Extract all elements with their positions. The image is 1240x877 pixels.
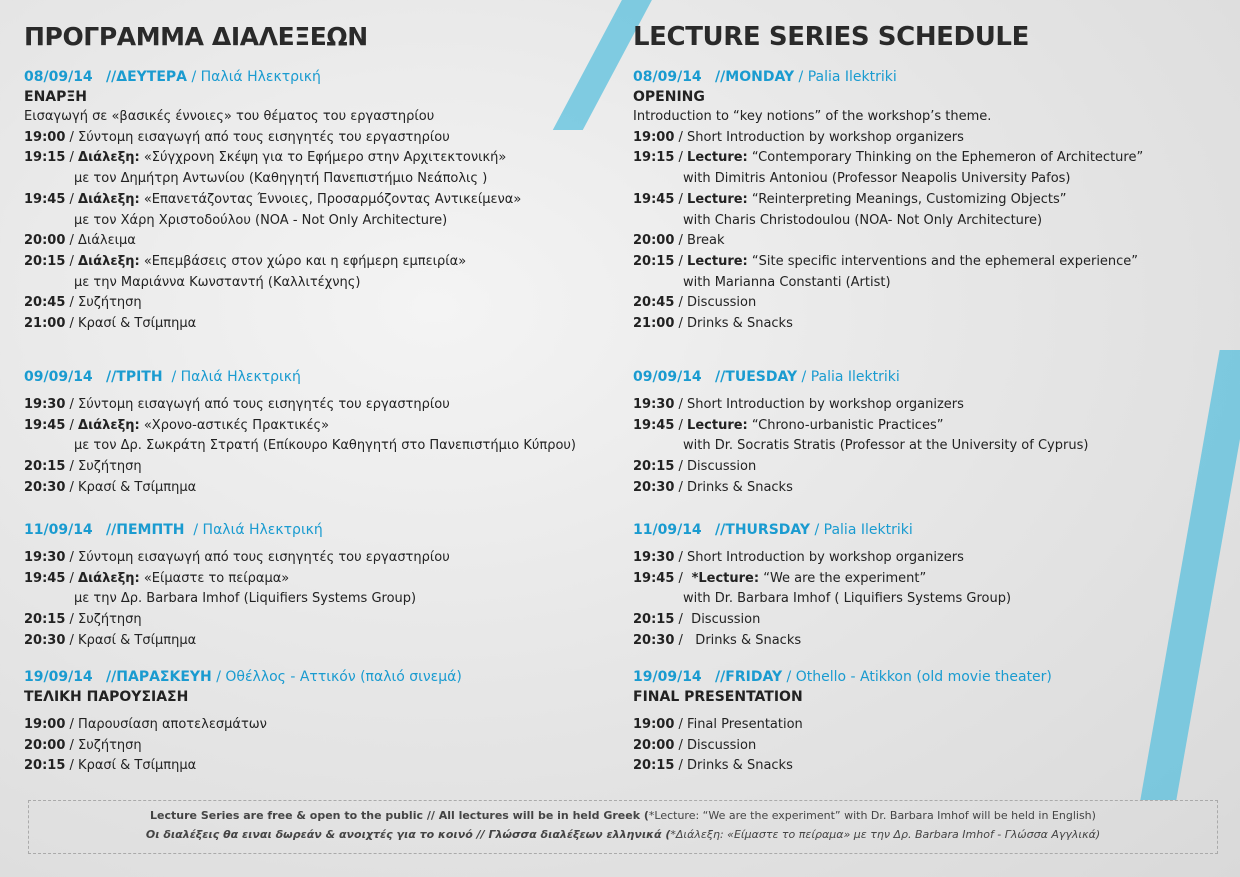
separator: / (674, 129, 688, 145)
row-text: Συζήτηση (78, 459, 142, 475)
row-text: «Σύγχρονη Σκέψη για το Εφήμερο στην Αρχιτεκτονική» (143, 150, 507, 166)
separator: / (65, 253, 79, 269)
row-text: Σύντομη εισαγωγή από τους εισηγητές του εργαστηρίου (78, 129, 450, 145)
schedule-row (633, 190, 1223, 211)
day-header (633, 68, 1223, 87)
row-time: 19:00 (633, 129, 675, 145)
footer-note (28, 800, 1218, 854)
schedule-row (633, 128, 1223, 149)
row-text: Κρασί & Τσίμπημα (78, 479, 197, 495)
spacer (93, 69, 106, 85)
schedule-row (633, 416, 1223, 437)
separator: / (65, 717, 79, 732)
schedule-row (633, 457, 1223, 478)
separator: / (65, 316, 79, 332)
row-time: 20:15 (24, 758, 66, 774)
schedule-row (633, 610, 1223, 631)
separator: / (674, 570, 688, 586)
separator: / (65, 417, 79, 433)
row-text: Παρουσίαση αποτελεσμάτων (78, 717, 267, 732)
footer-line-english: Lecture Series are free & open to the public // All lectures will be in held Greek (*Lecture: “We are the experiment” with Dr. Barbara Imhof will be held in English) (150, 809, 1096, 822)
day-name: //TUESDAY (715, 369, 798, 385)
row-time: 19:15 (633, 150, 675, 166)
speaker-line: με τον Δρ. Σωκράτη Στρατή (Επίκουρο Καθηγητή στο Πανεπιστήμιο Κύπρου) (74, 438, 577, 454)
separator: / (674, 717, 688, 732)
separator: / (65, 397, 79, 412)
day-block (633, 368, 1223, 499)
day-block (633, 68, 1223, 335)
spacer (633, 707, 1223, 715)
day-subtitle: ΕΝΑΡΞΗ (24, 89, 87, 105)
schedule-row (633, 314, 1223, 335)
day-name: //THURSDAY (715, 522, 811, 538)
row-time: 20:15 (24, 612, 66, 628)
row-time: 19:45 (633, 191, 675, 207)
day-header (633, 668, 1223, 687)
schedule-row (24, 610, 584, 631)
day-header (633, 368, 1223, 387)
row-text: «Επεμβάσεις στον χώρο και η εφήμερη εμπειρία» (143, 253, 467, 269)
separator: / (65, 295, 79, 311)
row-text: Discussion (687, 295, 757, 311)
separator: / (65, 632, 79, 648)
schedule-row (24, 252, 584, 273)
row-text: «Είμαστε το πείραμα» (143, 570, 290, 586)
row-time: 20:00 (633, 233, 675, 249)
day-subtitle: OPENING (633, 89, 705, 105)
row-time: 19:45 (633, 417, 675, 433)
schedule-row (24, 631, 584, 652)
speaker-line: με τον Δημήτρη Αντωνίου (Καθηγητή Πανεπιστήμιο Νεάπολις ) (74, 171, 488, 187)
row-text: «Χρονο-αστικές Πρακτικές» (143, 417, 330, 433)
separator: / (674, 397, 688, 412)
spacer (633, 540, 1223, 548)
row-keyword: Lecture: (687, 417, 748, 433)
speaker-line: with Marianna Constanti (Artist) (683, 274, 891, 290)
row-text: Break (687, 233, 725, 249)
schedule-row (633, 756, 1223, 777)
row-text: Short Introduction by workshop organizers (687, 550, 964, 565)
row-text: “Reinterpreting Meanings, Customizing Objects” (751, 191, 1067, 207)
row-time: 19:45 (24, 570, 66, 586)
schedule-row (24, 148, 584, 169)
spacer (702, 669, 715, 685)
row-keyword: Διάλεξη: (78, 253, 140, 269)
schedule-row (24, 314, 584, 335)
spacer (702, 522, 715, 538)
separator: / (65, 129, 79, 145)
separator: / (674, 417, 688, 433)
row-text: “We are the experiment” (763, 570, 927, 586)
spacer (93, 669, 106, 685)
row-time: 21:00 (24, 316, 66, 332)
row-text: Drinks & Snacks (687, 632, 802, 648)
schedule-row (633, 293, 1223, 314)
day-venue: / Palia Ilektriki (794, 69, 897, 85)
day-header (24, 68, 584, 87)
speaker-line: with Dr. Barbara Imhof ( Liquifiers Systems Group) (683, 591, 1012, 607)
day-block (24, 521, 584, 652)
separator: / (674, 479, 688, 495)
separator: / (674, 612, 688, 628)
row-time: 20:45 (24, 295, 66, 311)
separator: / (65, 150, 79, 166)
row-time: 19:15 (24, 150, 66, 166)
schedule-row (24, 736, 584, 757)
separator: / (674, 632, 688, 648)
day-venue: / Παλιά Ηλεκτρική (184, 522, 323, 538)
separator: / (65, 737, 79, 753)
row-text: Short Introduction by workshop organizers (687, 129, 964, 145)
row-text: “Chrono-urbanistic Practices” (751, 417, 944, 433)
row-text: Drinks & Snacks (687, 758, 793, 774)
schedule-row (24, 190, 584, 211)
row-keyword: Διάλεξη: (78, 191, 140, 207)
row-text: Διάλειμα (78, 233, 136, 249)
row-time: 21:00 (633, 316, 675, 332)
separator: / (65, 570, 79, 586)
row-time: 19:00 (24, 129, 66, 145)
spacer (702, 69, 715, 85)
row-text: Σύντομη εισαγωγή από τους εισηγητές του εργαστηρίου (78, 550, 450, 565)
page-title-greek: ΠΡΟΓΡΑΜΜΑ ΔΙΑΛΕΞΕΩΝ (24, 22, 368, 51)
row-time: 19:45 (24, 191, 66, 207)
spacer (93, 369, 106, 385)
row-time: 19:45 (633, 570, 675, 586)
row-text: Discussion (687, 459, 757, 475)
schedule-row (24, 416, 584, 437)
row-keyword: *Lecture: (687, 570, 760, 586)
speaker-line: με την Μαριάννα Κωνσταντή (Καλλιτέχνης) (74, 274, 361, 290)
day-header (633, 521, 1223, 540)
day-block (633, 668, 1223, 777)
day-name: //ΠΑΡΑΣΚΕΥΗ (106, 669, 212, 685)
row-time: 19:00 (633, 717, 675, 732)
speaker-line: με την Δρ. Barbara Imhof (Liquifiers Systems Group) (74, 591, 417, 607)
schedule-row (633, 252, 1223, 273)
day-intro: Introduction to “key notions” of the workshop’s theme. (633, 109, 992, 124)
schedule-row (24, 548, 584, 569)
spacer (24, 707, 584, 715)
separator: / (674, 758, 688, 774)
row-time: 19:00 (24, 717, 66, 732)
row-time: 20:30 (24, 479, 66, 495)
separator: / (65, 550, 79, 565)
row-time: 19:30 (633, 550, 675, 565)
speaker-line: with Dr. Socratis Stratis (Professor at the University of Cyprus) (683, 438, 1089, 454)
schedule-row (24, 478, 584, 499)
row-text: Κρασί & Τσίμπημα (78, 758, 197, 774)
row-time: 19:30 (633, 397, 675, 412)
schedule-row (24, 231, 584, 252)
schedule-row (24, 715, 584, 736)
separator: / (65, 233, 79, 249)
row-time: 20:30 (633, 479, 675, 495)
row-text: Drinks & Snacks (687, 316, 793, 332)
speaker-line: with Charis Christodoulou (NOA- Not Only Architecture) (683, 212, 1043, 228)
schedule-row (633, 478, 1223, 499)
day-date: 08/09/14 (633, 69, 702, 85)
separator: / (65, 191, 79, 207)
row-text: “Contemporary Thinking on the Ephemeron of Architecture” (751, 150, 1144, 166)
row-time: 20:15 (633, 253, 675, 269)
schedule-row (24, 128, 584, 149)
day-date: 19/09/14 (24, 669, 93, 685)
row-time: 20:00 (633, 737, 675, 753)
separator: / (674, 459, 688, 475)
day-header (24, 368, 584, 387)
row-text: Συζήτηση (78, 612, 142, 628)
schedule-row (633, 548, 1223, 569)
row-keyword: Lecture: (687, 191, 748, 207)
day-block (24, 668, 584, 777)
row-text: Συζήτηση (78, 295, 142, 311)
day-venue: / Παλιά Ηλεκτρική (187, 69, 321, 85)
row-time: 19:30 (24, 550, 66, 565)
row-keyword: Lecture: (687, 150, 748, 166)
day-venue: / Othello - Atikkon (old movie theater) (782, 669, 1052, 685)
spacer (24, 540, 584, 548)
separator: / (674, 253, 688, 269)
schedule-row (633, 631, 1223, 652)
schedule-row (633, 395, 1223, 416)
row-text: Discussion (687, 737, 757, 753)
day-name: //ΔΕΥΤΕΡΑ (106, 69, 188, 85)
row-time: 20:15 (24, 459, 66, 475)
day-date: 09/09/14 (633, 369, 702, 385)
footer-line-greek: Οι διαλέξεις θα ειναι δωρεάν & ανοιχτές για το κοινό // Γλώσσα διαλέξεων ελληνικά (*Διάλεξη: «Είμαστε το πείραμα» με την Δρ. Barbara Imhof - Γλώσσα Αγγλικά) (145, 828, 1101, 841)
day-block (24, 68, 584, 335)
row-time: 19:30 (24, 397, 66, 412)
row-keyword: Διάλεξη: (78, 417, 140, 433)
day-header (24, 521, 584, 540)
spacer (633, 387, 1223, 395)
row-time: 20:00 (24, 233, 66, 249)
schedule-row (24, 395, 584, 416)
day-header (24, 668, 584, 687)
row-text: Σύντομη εισαγωγή από τους εισηγητές του εργαστηρίου (78, 397, 450, 412)
row-keyword: Διάλεξη: (78, 150, 140, 166)
day-block (24, 368, 584, 499)
day-date: 11/09/14 (24, 522, 93, 538)
separator: / (674, 191, 688, 207)
day-subtitle: FINAL PRESENTATION (633, 689, 803, 705)
day-name: //ΠΕΜΠΤΗ (106, 522, 185, 538)
schedule-row (633, 715, 1223, 736)
row-time: 20:45 (633, 295, 675, 311)
separator: / (674, 233, 688, 249)
day-name: //MONDAY (715, 69, 795, 85)
day-name: //ΤΡΙΤΗ (106, 369, 163, 385)
row-text: «Επανετάζοντας Έννοιες, Προσαρμόζοντας Αντικείμενα» (143, 191, 522, 207)
separator: / (674, 550, 688, 565)
separator: / (65, 758, 79, 774)
spacer (702, 369, 715, 385)
schedule-row (633, 231, 1223, 252)
separator: / (65, 459, 79, 475)
schedule-row (633, 148, 1223, 169)
row-time: 20:15 (633, 758, 675, 774)
row-text: Κρασί & Τσίμπημα (78, 632, 197, 648)
day-name: //FRIDAY (715, 669, 783, 685)
row-text: “Site specific interventions and the ephemeral experience” (751, 253, 1139, 269)
row-keyword: Διάλεξη: (78, 570, 140, 586)
day-venue: / Οθέλλος - Αττικόν (παλιό σινεμά) (211, 669, 462, 685)
schedule-row (24, 457, 584, 478)
day-venue: / Palia Ilektriki (797, 369, 900, 385)
day-date: 19/09/14 (633, 669, 702, 685)
row-time: 20:30 (633, 632, 675, 648)
row-text: Discussion (687, 612, 761, 628)
speaker-line: με τον Χάρη Χριστοδούλου (NOA - Not Only Architecture) (74, 212, 448, 228)
row-time: 20:15 (633, 459, 675, 475)
schedule-row (24, 756, 584, 777)
day-date: 08/09/14 (24, 69, 93, 85)
row-time: 20:15 (633, 612, 675, 628)
day-block (633, 521, 1223, 652)
row-text: Κρασί & Τσίμπημα (78, 316, 197, 332)
schedule-row (24, 293, 584, 314)
row-text: Drinks & Snacks (687, 479, 793, 495)
page-title-english: LECTURE SERIES SCHEDULE (633, 22, 1029, 52)
schedule-row (24, 569, 584, 590)
row-time: 20:15 (24, 253, 66, 269)
schedule-row (633, 569, 1223, 590)
separator: / (674, 150, 688, 166)
day-date: 11/09/14 (633, 522, 702, 538)
row-keyword: Lecture: (687, 253, 748, 269)
day-venue: / Παλιά Ηλεκτρική (162, 369, 301, 385)
row-time: 19:45 (24, 417, 66, 433)
separator: / (65, 479, 79, 495)
schedule-row (633, 736, 1223, 757)
speaker-line: with Dimitris Antoniou (Professor Neapolis University Pafos) (683, 171, 1071, 187)
separator: / (674, 737, 688, 753)
day-venue: / Palia Ilektriki (810, 522, 913, 538)
row-text: Συζήτηση (78, 737, 142, 753)
separator: / (674, 316, 688, 332)
row-text: Final Presentation (687, 717, 803, 732)
row-time: 20:00 (24, 737, 66, 753)
separator: / (65, 612, 79, 628)
spacer (24, 387, 584, 395)
spacer (93, 522, 106, 538)
row-time: 20:30 (24, 632, 66, 648)
row-text: Short Introduction by workshop organizers (687, 397, 964, 412)
day-subtitle: ΤΕΛΙΚΗ ΠΑΡΟΥΣΙΑΣΗ (24, 689, 189, 705)
day-intro: Εισαγωγή σε «βασικές έννοιες» του θέματος του εργαστηρίου (24, 109, 435, 124)
day-date: 09/09/14 (24, 369, 93, 385)
separator: / (674, 295, 688, 311)
